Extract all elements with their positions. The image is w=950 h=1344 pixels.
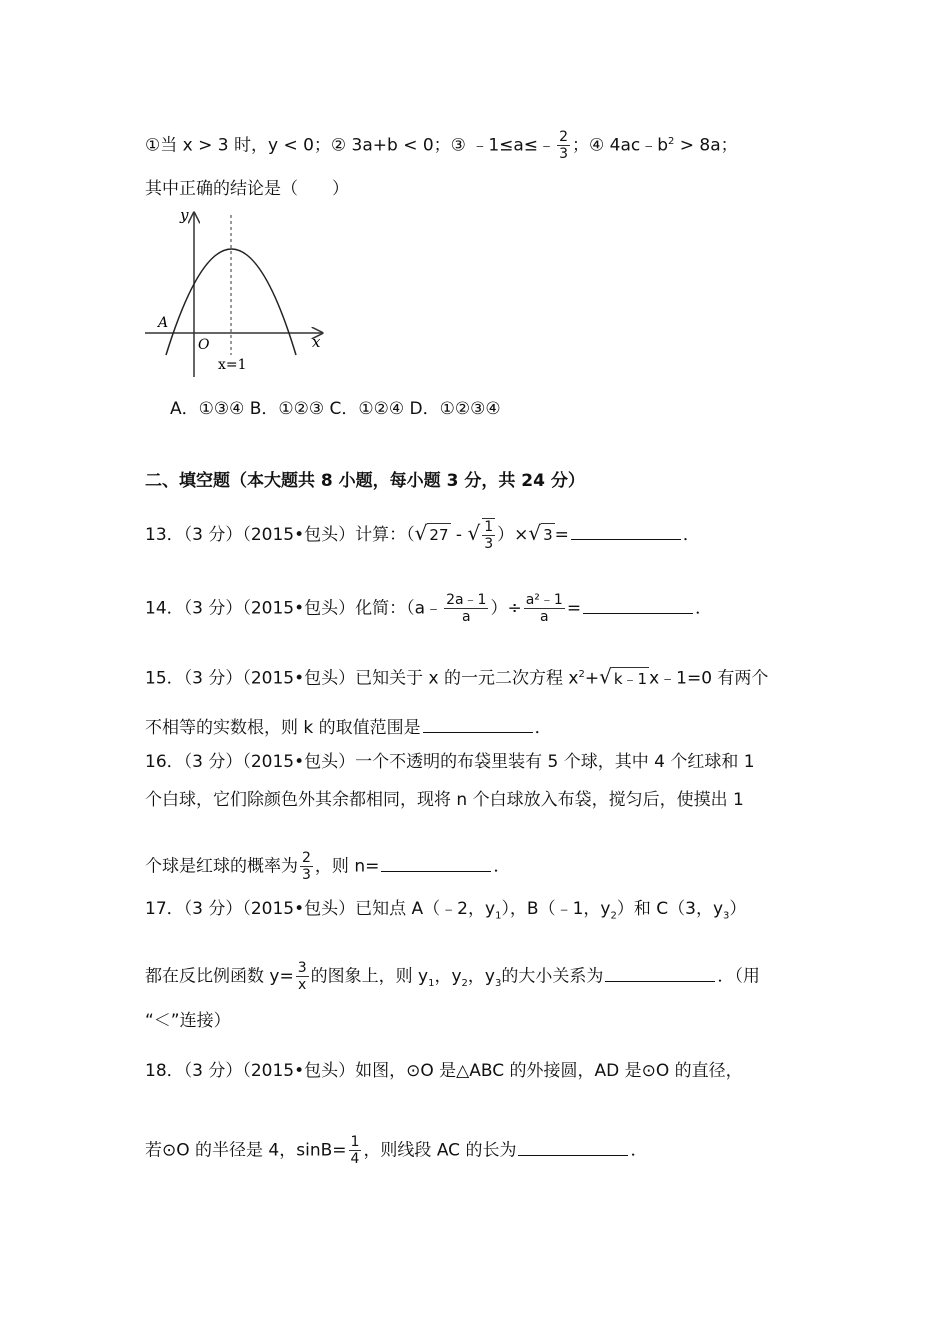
q12-conditions: ①当 x > 3 时，y < 0；② 3a+b < 0；③ ﹣1≤a≤﹣ $\frac{2}{3}$ ；④ $4ac﹣b^2 > 8a$；	[145, 129, 738, 162]
q13: 13．（3 分）（2015•包头）计算：（√ 27 - √ $\frac{1}{3}$ ）×√ 3 = ．	[145, 519, 700, 552]
sqrt-icon: √	[467, 521, 481, 545]
q12-fraction: $\frac{2}{3}$	[559, 129, 568, 162]
answer-blank[interactable]	[423, 716, 533, 733]
q17-line3: “＜”连接）	[145, 1011, 231, 1031]
parabola-graph	[140, 205, 340, 385]
x-label: x	[312, 333, 321, 351]
section-title: 二、填空题（本大题共 8 小题，每小题 3 分，共 24 分）	[145, 471, 585, 491]
answer-blank[interactable]	[571, 523, 681, 540]
q18-line1: 18．（3 分）（2015•包头）如图，⊙O 是△ABC 的外接圆，AD 是⊙O 的直径，	[145, 1061, 743, 1081]
sqrt-icon: √	[414, 521, 428, 545]
q17-line1: 17．（3 分）（2015•包头）已知点 A（﹣2，$y_1$），B（﹣1，$y_2$）和 C（3，$y_3$）	[145, 899, 747, 922]
answer-blank[interactable]	[381, 855, 491, 872]
q14: 14．（3 分）（2015•包头）化简：（a﹣ $\frac{2a﹣1}{a}$ ）÷ $\frac{\text{a²﹣1}}{a}$ = ．	[145, 592, 713, 625]
q12-question: 其中正确的结论是（ ）	[145, 179, 349, 199]
q15-line1: 15．（3 分）（2015•包头）已知关于 x 的一元二次方程 $x^2+√$ k﹣1 x﹣1=0 有两个	[145, 664, 769, 689]
origin-label: O	[198, 337, 210, 353]
q15-line2: 不相等的实数根，则 k 的取值范围是 ．	[145, 718, 552, 738]
sqrt-icon: √	[599, 664, 612, 689]
sqrt-icon: √	[528, 521, 542, 545]
q16-line3: 个球是红球的概率为 $\frac{2}{3}$ ，则 n= ．	[145, 850, 511, 883]
answer-blank[interactable]	[518, 1139, 628, 1156]
q16-line2: 个白球，它们除颜色外其余都相同，现将 n 个白球放入布袋，搅匀后，使摸出 1	[145, 790, 744, 810]
answer-blank[interactable]	[583, 597, 693, 614]
q17-line2: 都在反比例函数 y= $\frac{3}{x}$ 的图象上，则 $y_1$，$y_2$，$y_3$的大小关系为 ．（用	[145, 960, 760, 993]
q12-options: A．①③④ B．①②③ C．①②④ D．①②③④	[170, 399, 501, 419]
point-a-label: A	[158, 315, 169, 331]
y-label: y	[180, 206, 189, 224]
q16-line1: 16．（3 分）（2015•包头）一个不透明的布袋里装有 5 个球，其中 4 个红球和 1	[145, 752, 755, 772]
q18-line2: 若⊙O 的半径是 4，sinB= $\frac{1}{4}$ ，则线段 AC 的长为 ．	[145, 1134, 648, 1167]
symmetry-label: x=1	[218, 357, 247, 373]
answer-blank[interactable]	[605, 965, 715, 982]
